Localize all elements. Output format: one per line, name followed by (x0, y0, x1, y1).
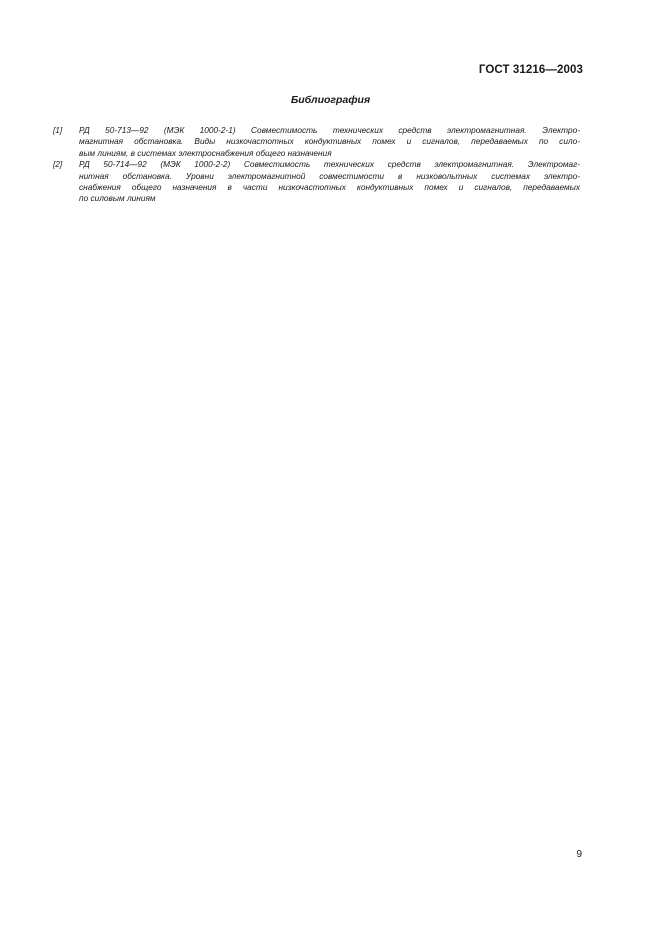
page-number: 9 (576, 849, 582, 860)
entry-number: [1] (53, 125, 63, 135)
entry-text-line: магнитная обстановка. Виды низкочастотных кондуктивных помех и сигналов, передаваемых по сило- (79, 136, 580, 147)
entry-text-line: РД 50-713—92 (МЭК 1000-2-1) Совместимость технических средств электромагнитная. Электро- (79, 125, 580, 135)
entry-number: [2] (53, 159, 63, 170)
document-code: ГОСТ 31216—2003 (478, 64, 583, 76)
entry-text-line: вым линиям, в системах электроснабжения общего назначения (79, 147, 332, 158)
section-title: Библиография (290, 94, 371, 106)
entry-text-line: снабжения общего назначения в части низкочастотных кондуктивных помех и сигналов, передаваемых (79, 182, 580, 193)
bibliography-list (53, 125, 580, 205)
entry-text-line: РД 50-714—92 (МЭК 1000-2-2) Совместимость технических средств электромагнитная. Электромаг- (79, 159, 580, 170)
entry-text-line: по силовым линиям (79, 193, 156, 204)
bibliography-entry (53, 125, 580, 159)
bibliography-entry (53, 159, 580, 205)
entry-text-line: нитная обстановка. Уровни электромагнитной совместимости в низковольтных системах электро- (79, 170, 580, 181)
